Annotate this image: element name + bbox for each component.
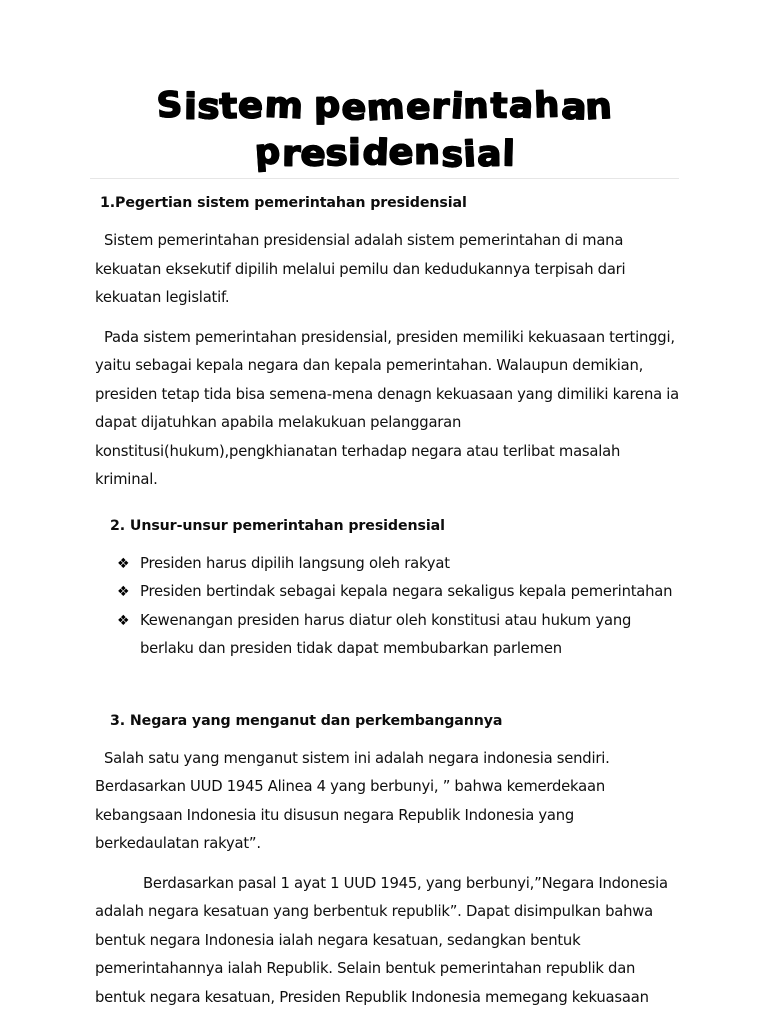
title-glyph: n (462, 85, 490, 127)
title-glyph: a (508, 84, 535, 127)
diamond-floret-bullet-icon: ❖ (117, 584, 130, 600)
page-title-line-1 (90, 82, 680, 129)
title-glyph: S (155, 83, 185, 126)
title-glyph: e (238, 85, 264, 127)
title-glyph: e (299, 132, 328, 175)
diamond-floret-bullet-icon: ❖ (117, 555, 130, 572)
title-glyph: s (441, 133, 465, 176)
title-glyph: m (263, 84, 305, 127)
title-glyph: i (449, 85, 466, 127)
title-glyph: i (461, 133, 478, 175)
list-item-label: Presiden bertindak sebagai kepala negara sekaligus kepala pemerintahan (140, 583, 673, 600)
list-item-label: Kewenangan presiden harus diatur oleh konstitusi atau hukum yang berlaku dan presiden tidak dapat membubarkan parlemen (140, 611, 632, 657)
page-title-line-2 (90, 129, 680, 176)
title-glyph: p (313, 84, 341, 126)
list-item (0, 607, 768, 664)
document-body (0, 190, 768, 1012)
diamond-floret-bullet-icon: ❖ (117, 612, 130, 629)
section-heading-1: 1.Pegertian sistem pemerintahan presidensial (100, 195, 467, 211)
title-glyph: n (414, 131, 441, 173)
title-glyph: s (324, 132, 349, 175)
section-3-paragraph-2: Berdasarkan pasal 1 ayat 1 UUD 1945, yang berbunyi,”Negara Indonesia adalah negara kesatuan yang berbentuk republik”. Dapat disimpulkan bahwa bentuk negara Indonesia ialah negara kesatuan, sedangkan bentuk pemerintahannya ialah Republik. Selain bentuk pemerintahan republik dan bentuk negara kesatuan, Presiden Republik Indonesia memegang kekuasaan (95, 874, 668, 1006)
title-glyph: a (560, 85, 588, 128)
unsur-bullet-list (0, 550, 768, 664)
title-glyph: n (584, 85, 614, 128)
title-glyph: r (431, 86, 451, 128)
title-divider (90, 178, 679, 179)
title-glyph: t (218, 85, 239, 127)
title-glyph: e (405, 86, 432, 128)
list-item-label: Presiden harus dipilih langsung oleh rakyat (140, 554, 450, 572)
title-glyph: s (197, 85, 222, 128)
list-item (0, 550, 768, 579)
title-glyph: i (184, 86, 198, 128)
title-glyph: e (340, 86, 368, 129)
title-glyph: p (253, 130, 282, 173)
page-title (90, 82, 680, 176)
section-heading-2: 2. Unsur-unsur pemerintahan presidensial (110, 517, 445, 534)
title-glyph: e (387, 131, 415, 174)
title-glyph: a (476, 133, 503, 175)
title-glyph: h (533, 84, 561, 126)
title-glyph: l (502, 133, 517, 174)
section-3-paragraph-1: Salah satu yang menganut sistem ini adalah negara indonesia sendiri. Berdasarkan UUD 1945 Alinea 4 yang berbunyi, ” bahwa kemerdekaan kebangsaan Indonesia itu disusun negara Republik Indonesia yang berkedaulatan rakyat”. (95, 749, 610, 852)
title-glyph: t (490, 85, 509, 126)
section-1-paragraph-2: Pada sistem pemerintahan presidensial, presiden memiliki kekuasaan tertinggi, yaitu sebagai kepala negara dan kepala pemerintahan. Walaupun demikian, presiden tetap tida bisa semena-mena denagn kekuasaan yang dimiliki karena ia dapat dijatuhkan apabila melakukuan pelanggaran konstitusi(hukum),pengkhianatan terhadap negara atau terlibat masalah kriminal. (95, 328, 679, 488)
title-glyph: i (348, 132, 362, 174)
title-glyph: d (361, 131, 390, 174)
title-glyph: r (281, 133, 301, 175)
section-1-paragraph-1: Sistem pemerintahan presidensial adalah sistem pemerintahan di mana kekuatan eksekutif dipilih melalui pemilu dan kedudukannya terpisah dari kekuatan legislatif. (95, 232, 626, 306)
title-glyph: m (365, 85, 406, 129)
list-item (0, 578, 768, 607)
section-heading-3: 3. Negara yang menganut dan perkembangannya (110, 712, 503, 729)
